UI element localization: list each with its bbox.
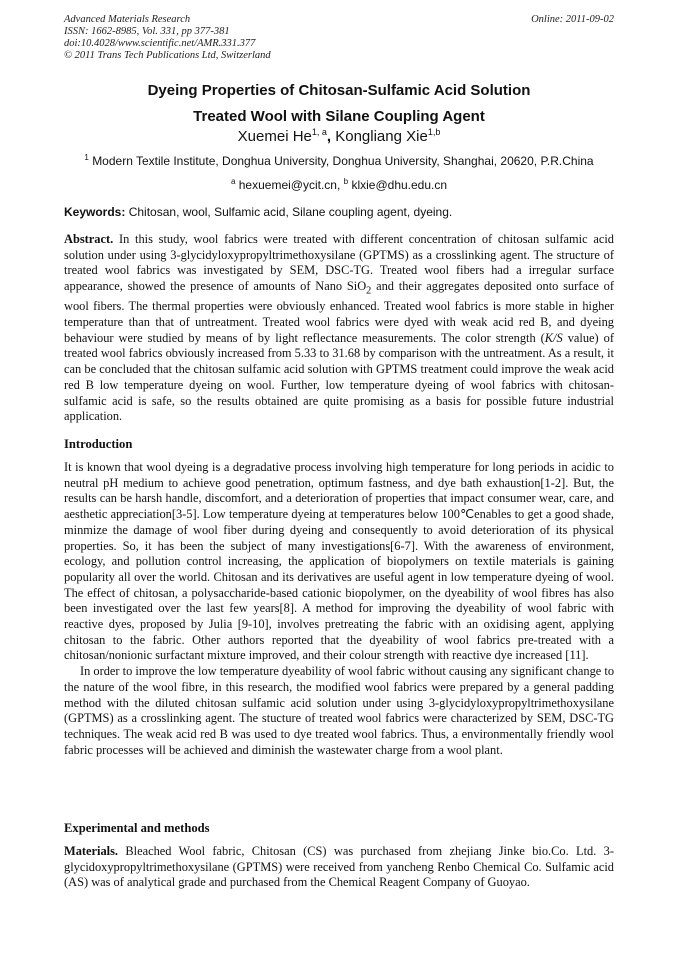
abstract-sub: 2 [366, 285, 372, 297]
affiliation [0, 153, 678, 168]
abstract-label: Abstract. [64, 232, 114, 246]
issn-line: ISSN: 1662-8985, Vol. 331, pp 377-381 [64, 26, 230, 37]
journal-name: Advanced Materials Research [64, 14, 191, 25]
abstract-ks: K/S [544, 330, 563, 345]
author-1-name: Xuemei He [237, 128, 312, 145]
doi-line: doi:10.4028/www.scientific.net/AMR.331.377 [64, 38, 256, 49]
materials-text: Bleached Wool fabric, Chitosan (CS) was purchased from zhejiang Jinke bio.Co. Ltd. 3-glycidoxypropyltrimethoxysilane (GPTMS) were received from yancheng Renbo Chemical Co. Sulfamic acid (AS) was of analytical grade and purchased from the Chemical Reagent Company of Guoyao. [64, 844, 614, 890]
abstract-text-2: and their aggregates deposited onto surface of wool fibers. The thermal properties were obviously enhanced. Treated wool fabrics is more stable in higher temperature than that of untreatment. Treated wool fabrics were dyed with weak acid red B, and dyeing behaviour were studied by means of by light reflectance measurements. The color strength ( [64, 279, 614, 345]
author-1-sup: 1, a [311, 127, 327, 137]
keywords-label: Keywords: [64, 205, 126, 219]
affiliation-sup: 1 [84, 153, 89, 162]
journal-header [64, 14, 271, 62]
experimental-heading: Experimental and methods [64, 821, 210, 835]
email-b: klxie@dhu.edu.cn [351, 178, 448, 192]
affiliation-text: Modern Textile Institute, Donghua University, Donghua University, Shanghai, 20620, P.R.China [92, 154, 594, 168]
online-date: Online: 2011-09-02 [531, 14, 614, 25]
materials-paragraph [64, 844, 614, 891]
introduction-body [64, 460, 614, 758]
email-a-sup: a [230, 177, 236, 186]
keywords [64, 205, 614, 219]
title-line-2: Treated Wool with Silane Coupling Agent [193, 108, 485, 125]
introduction-heading: Introduction [64, 437, 133, 451]
abstract [64, 232, 614, 425]
abstract-text-1: In this study, wool fabrics were treated with different concentration of chitosan sulfamic acid solution under using 3-glycidyloxypropyltrimethoxysilane (GPTMS) as a crosslinking agent. The structure of treated wool fabrics was investigated by SEM, DSC-TG. Treated wool fibers had a irregular surface appearance, showed the presence of amounts of Nano SiO [64, 232, 614, 294]
abstract-paragraph [64, 232, 614, 425]
email-a: hexuemei@ycit.cn, [238, 178, 341, 192]
email-b-sup: b [343, 177, 349, 186]
introduction-paragraph-2: In order to improve the low temperature dyeability of wool fabric without causing any significant change to the nature of the wool fibre, in this research, the modified wool fabrics were prepared by a general padding method with the diluted chitosan sulfamic acid solution under using 3-glycidyloxypropyltrimethoxysilane (GPTMS) as a crosslinking agent. The stucture of treated wool fabrics were characterized by SEM, DSC-TG techniques. The weak acid red B was used to dye treated wool fabrics. Thus, a environmentally friendly wool fabric processes will be achieved and diminish the wastewater charge from a wool plant. [64, 664, 615, 757]
paper-title [0, 78, 678, 130]
author-separator: , [326, 128, 336, 145]
copyright-line: © 2011 Trans Tech Publications Ltd, Switzerland [64, 50, 271, 61]
introduction-paragraph-1: It is known that wool dyeing is a degradative process involving high temperature for long periods in acidic to neutral pH medium to achieve good penetration, optimum fastness, and dye bath exhaustion[1-2]. But, the results can be harsh handle, discomfort, and a deterioration of properties that impact consumer wear, care, and aesthetic appreciation[3-5]. Low temperature dyeing at temperatures below 100℃enables to get a good shade, minmize the damage of wool fiber during dyeing and consequently to avoid deterioration of its physical properties. So, it has been the subject of many investigations[6-7]. With the awareness of environment, ecology, and pollution control increasing, the application of biopolymers on textile materials is gaining popularity all over the world. Chitosan and its derivatives are useful agent in low temperature dyeing of wool. The effect of chitosan, a polysaccharide-based cationic biopolymer, on the dyeability of wool fibres has also been investigated over the last few years[8]. A method for improving the dyeability of wool fabric with reactive dyes, proposed by Julia [9-10], involves pretreating the fabric with an oxidising agent, applying chitosan to the fabric. Other authors reported that the dyeability of wool fabrics pre-treated with a chitosan/nonionic surfactant mixture improved, and their colour strength with reactive dye increased [11]. [64, 460, 614, 663]
author-2-sup: 1,b [427, 127, 441, 137]
author-2-name: Kongliang Xie [335, 128, 428, 145]
abstract-text-3: value) of treated wool fabrics obviously increased from 5.33 to 31.68 by comparison with the untreatment. As a result, it can be concluded that the chitosan sulfamic acid solution with GPTMS treatment could improve the weak acid red B low temperature dyeing on wool. Further, low temperature dyeing of wool fabrics with chitosan-sulfamic acid is safe, so the results obtained are quite promising as a basis for possible future industrial application. [64, 330, 614, 424]
author-list [0, 127, 678, 145]
materials-section [64, 844, 614, 891]
title-line-1: Dyeing Properties of Chitosan-Sulfamic Acid Solution [147, 82, 531, 99]
author-emails [0, 177, 678, 192]
materials-label: Materials. [64, 844, 119, 858]
keywords-text: Chitosan, wool, Sulfamic acid, Silane coupling agent, dyeing. [128, 205, 453, 219]
